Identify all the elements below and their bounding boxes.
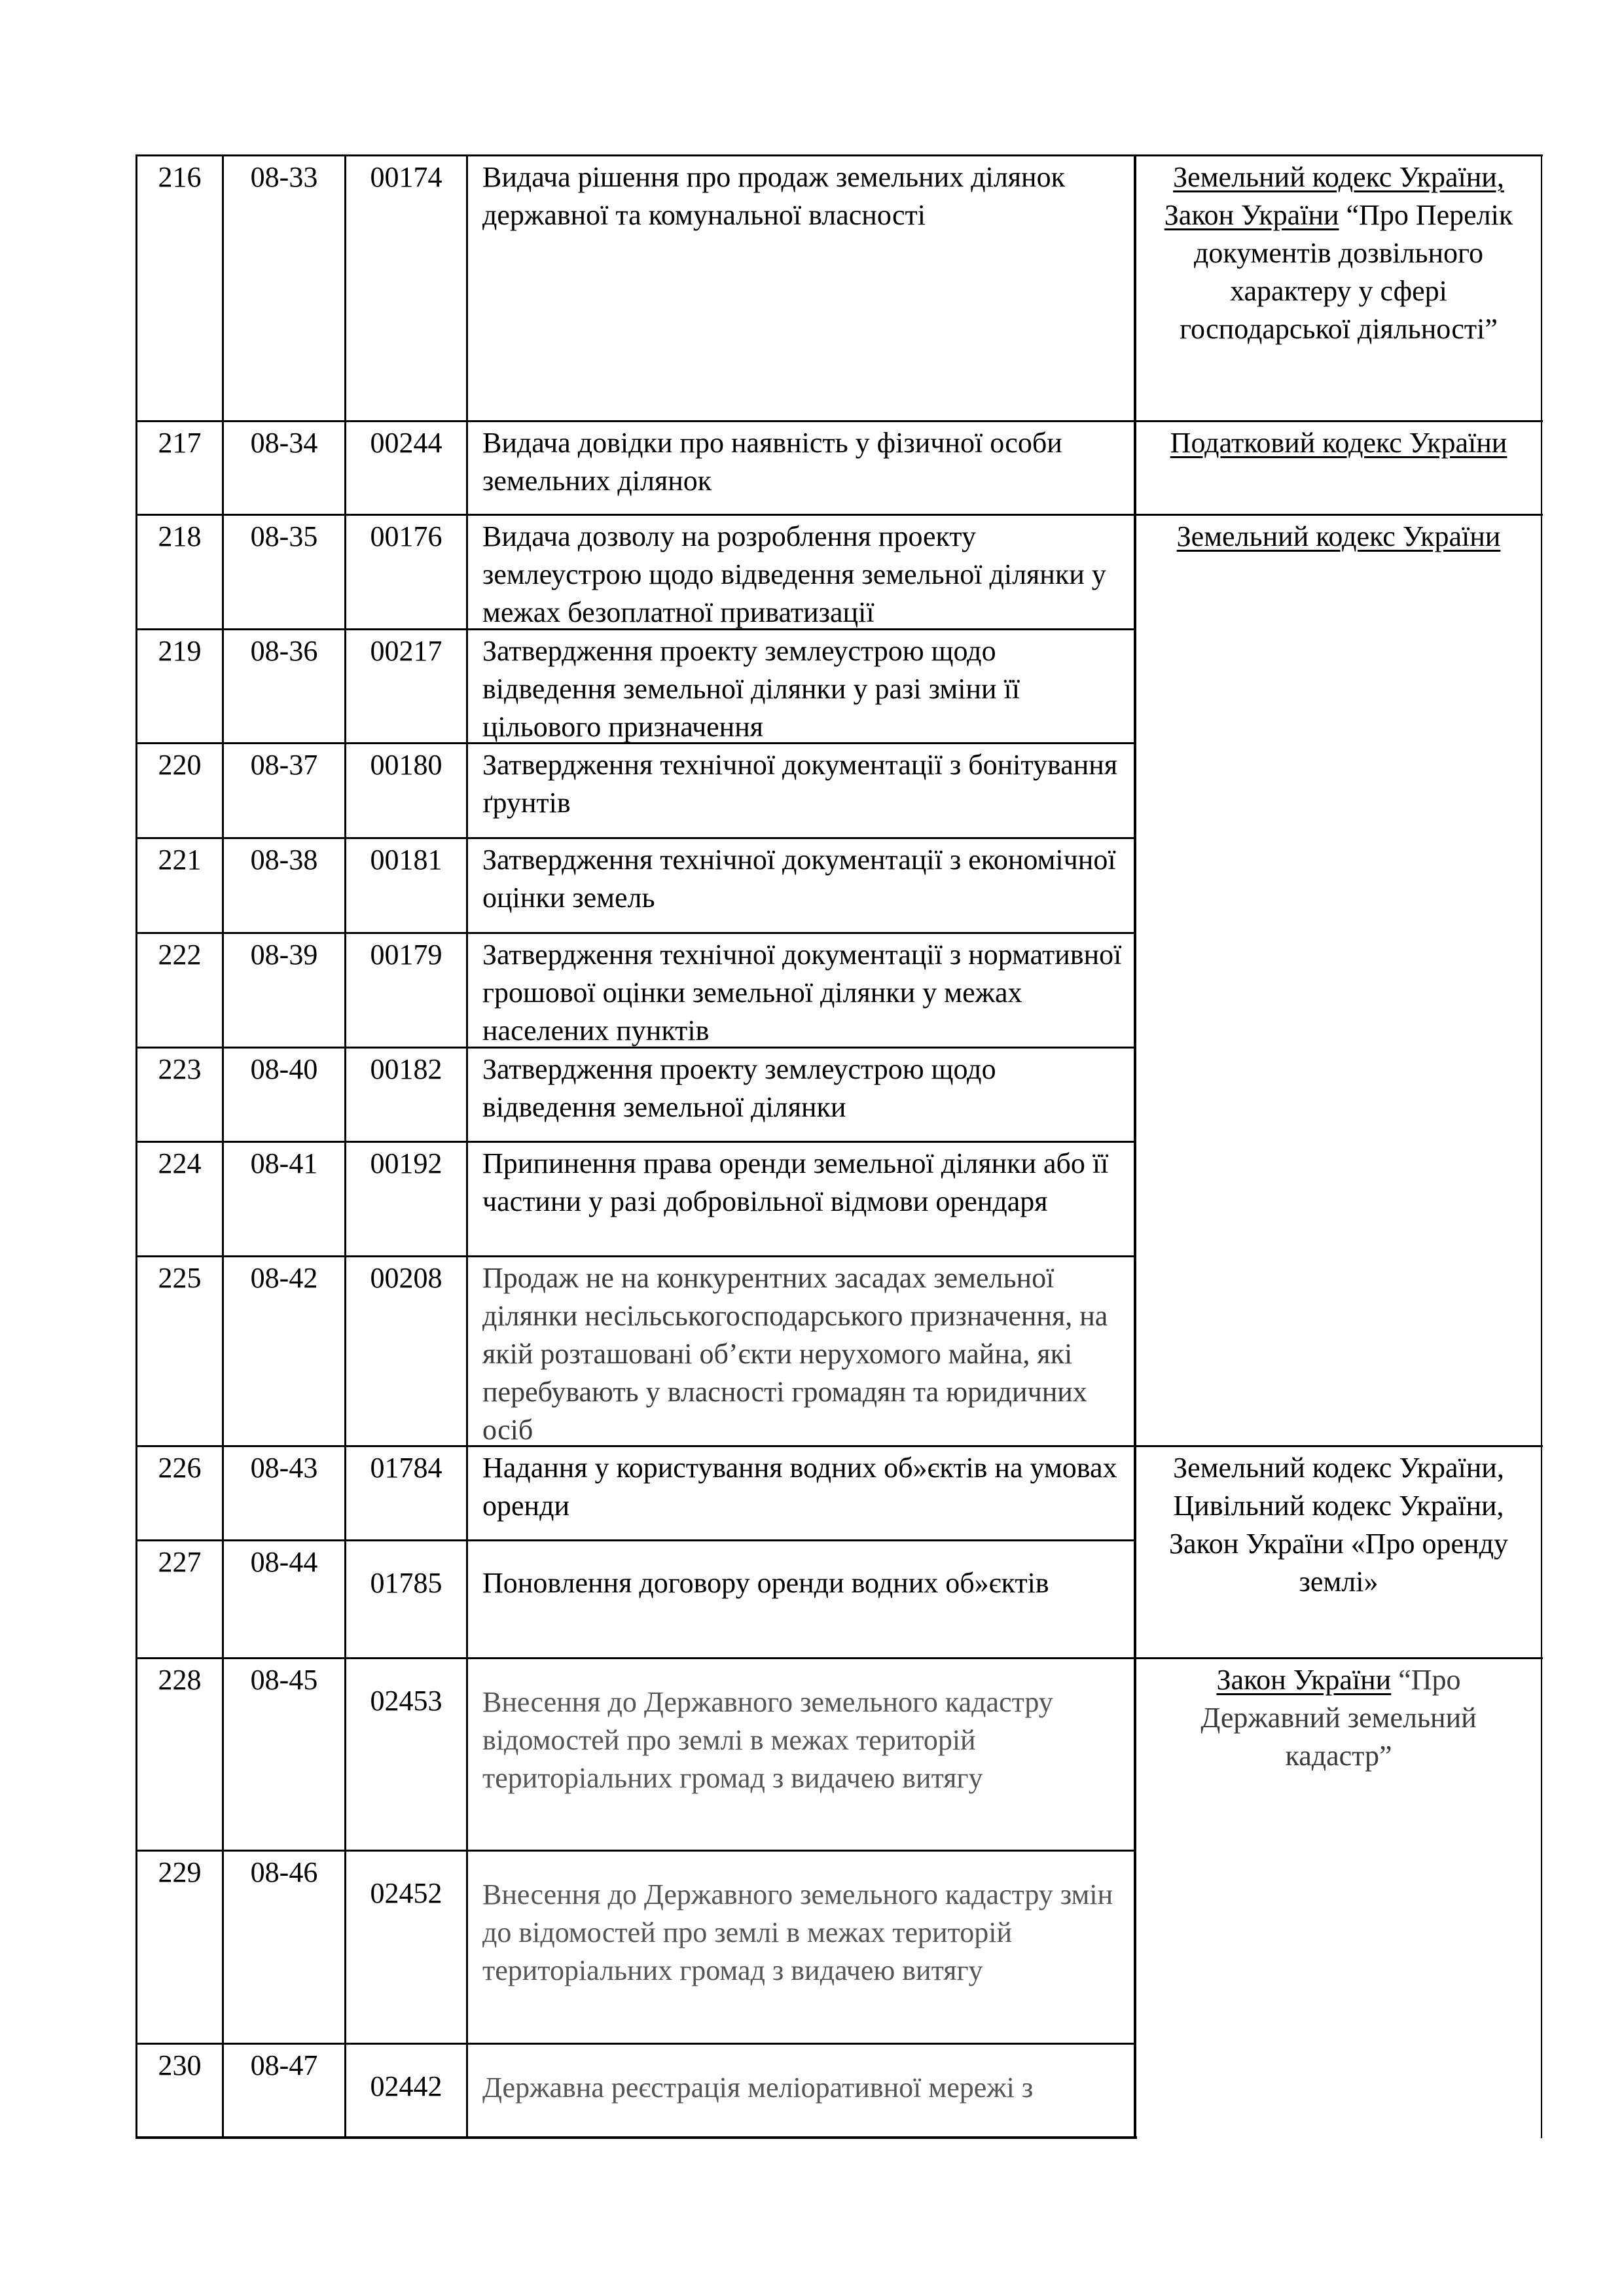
row-id: 01784 xyxy=(370,1452,442,1484)
row-number: 223 xyxy=(158,1053,202,1085)
row-number: 224 xyxy=(158,1147,202,1179)
legal-basis-218-225 xyxy=(1136,518,1541,556)
row-id: 00244 xyxy=(370,427,442,459)
row-description: Державна реєстрація меліоративної мережі з xyxy=(482,2072,1034,2104)
row-id: 01785 xyxy=(370,1567,442,1599)
legal-basis-226-227 xyxy=(1136,1449,1541,1601)
row-code: 08-38 xyxy=(250,844,318,876)
row-number: 222 xyxy=(158,939,202,971)
row-description: Затвердження технічної документації з бонітування ґрунтів xyxy=(482,749,1118,819)
row-number: 225 xyxy=(158,1262,202,1294)
row-code: 08-44 xyxy=(250,1546,318,1578)
row-divider xyxy=(135,1850,1136,1852)
row-number: 219 xyxy=(158,635,202,667)
row-code: 08-34 xyxy=(250,427,318,459)
row-description: Припинення права оренди земельної ділянки або її частини у разі добровільної відмови орендаря xyxy=(482,1147,1109,1217)
row-code: 08-40 xyxy=(250,1053,318,1085)
row-id: 00181 xyxy=(370,844,442,876)
row-description: Внесення до Державного земельного кадастру відомостей про землі в межах територій територіальних громад з видачею витягу xyxy=(482,1686,1053,1794)
row-divider xyxy=(135,1539,1136,1541)
row-description: Затвердження технічної документації з нормативної грошової оцінки земельної ділянки у межах населених пунктів xyxy=(482,939,1122,1047)
row-description: Поновлення договору оренди водних об»єктів xyxy=(482,1567,1049,1599)
row-id: 00208 xyxy=(370,1262,442,1294)
row-description: Видача дозволу на розроблення проекту землеустрою щодо відведення земельної ділянки у межах безоплатної приватизації xyxy=(482,520,1106,628)
col-border xyxy=(1541,154,1542,2138)
row-number: 229 xyxy=(158,1856,202,1888)
row-number: 228 xyxy=(158,1664,202,1696)
row-id: 02453 xyxy=(370,1685,442,1717)
row-number: 217 xyxy=(158,427,202,459)
tax-code-link[interactable]: Податковий кодекс України xyxy=(1170,427,1507,459)
row-divider xyxy=(135,837,1136,839)
row-id: 00182 xyxy=(370,1053,442,1085)
row-divider xyxy=(135,932,1136,934)
row-code: 08-41 xyxy=(250,1147,318,1179)
law-list-text: Земельний кодекс України, Цивільний кодекс України, Закон України «Про оренду землі» xyxy=(1168,1452,1508,1598)
row-id: 00176 xyxy=(370,520,442,552)
land-code-link[interactable]: Земельний кодекс України, xyxy=(1173,161,1504,193)
table-bottom-border xyxy=(135,2136,1137,2139)
row-number: 220 xyxy=(158,749,202,781)
legal-basis-228-230 xyxy=(1136,1661,1541,1775)
row-description: Видача рішення про продаж земельних ділянок державної та комунальної власності xyxy=(482,161,1065,231)
row-number: 230 xyxy=(158,2049,202,2081)
row-code: 08-37 xyxy=(250,749,318,781)
row-code: 08-43 xyxy=(250,1452,318,1484)
row-id: 00180 xyxy=(370,749,442,781)
row-code: 08-45 xyxy=(250,1664,318,1696)
row-description: Видача довідки про наявність у фізичної особи земельних ділянок xyxy=(482,427,1062,497)
row-code: 08-42 xyxy=(250,1262,318,1294)
legal-basis-217 xyxy=(1136,424,1541,462)
row-description: Продаж не на конкурентних засадах земельної ділянки несільськогосподарського призначення, на якій розташовані об’єкти нерухомого майна, які перебувають у власності громадян та юридичних осіб xyxy=(482,1262,1108,1446)
row-code: 08-46 xyxy=(250,1856,318,1888)
row-code: 08-36 xyxy=(250,635,318,667)
row-description: Надання у користування водних об»єктів на умовах оренди xyxy=(482,1452,1117,1522)
legal-basis-216 xyxy=(1136,158,1541,348)
row-id: 02452 xyxy=(370,1877,442,1909)
row-divider xyxy=(135,420,1543,422)
row-code: 08-33 xyxy=(250,161,318,193)
row-description: Затвердження технічної документації з економічної оцінки земель xyxy=(482,844,1116,914)
row-number: 227 xyxy=(158,1546,202,1578)
row-number: 218 xyxy=(158,520,202,552)
row-code: 08-35 xyxy=(250,520,318,552)
row-divider xyxy=(135,2043,1136,2045)
law-title: “Про Перелік документів дозвільного характеру у сфері господарської діяльності” xyxy=(1180,199,1513,345)
law-of-ukraine-link[interactable]: Закон України xyxy=(1164,199,1339,231)
row-id: 02442 xyxy=(370,2070,442,2102)
law-title: “Про Державний земельний кадастр” xyxy=(1200,1664,1477,1772)
row-id: 00174 xyxy=(370,161,442,193)
row-divider xyxy=(135,1657,1543,1659)
table-top-border xyxy=(135,154,1543,156)
row-number: 226 xyxy=(158,1452,202,1484)
row-code: 08-47 xyxy=(250,2049,318,2081)
row-description: Затвердження проекту землеустрою щодо відведення земельної ділянки у разі зміни її цільового призначення xyxy=(482,635,1020,743)
row-description: Внесення до Державного земельного кадастру змін до відомостей про землі в межах територій територіальних громад з видачею витягу xyxy=(482,1878,1113,1986)
row-divider xyxy=(135,1255,1136,1257)
row-id: 00217 xyxy=(370,635,442,667)
row-divider xyxy=(135,514,1543,516)
row-id: 00179 xyxy=(370,939,442,971)
row-number: 216 xyxy=(158,161,202,193)
land-code-link[interactable]: Земельний кодекс України xyxy=(1176,520,1501,552)
row-description: Затвердження проекту землеустрою щодо відведення земельної ділянки xyxy=(482,1053,996,1123)
row-divider xyxy=(135,1141,1136,1143)
law-of-ukraine-link[interactable]: Закон України xyxy=(1216,1664,1392,1696)
row-code: 08-39 xyxy=(250,939,318,971)
row-number: 221 xyxy=(158,844,202,876)
row-id: 00192 xyxy=(370,1147,442,1179)
